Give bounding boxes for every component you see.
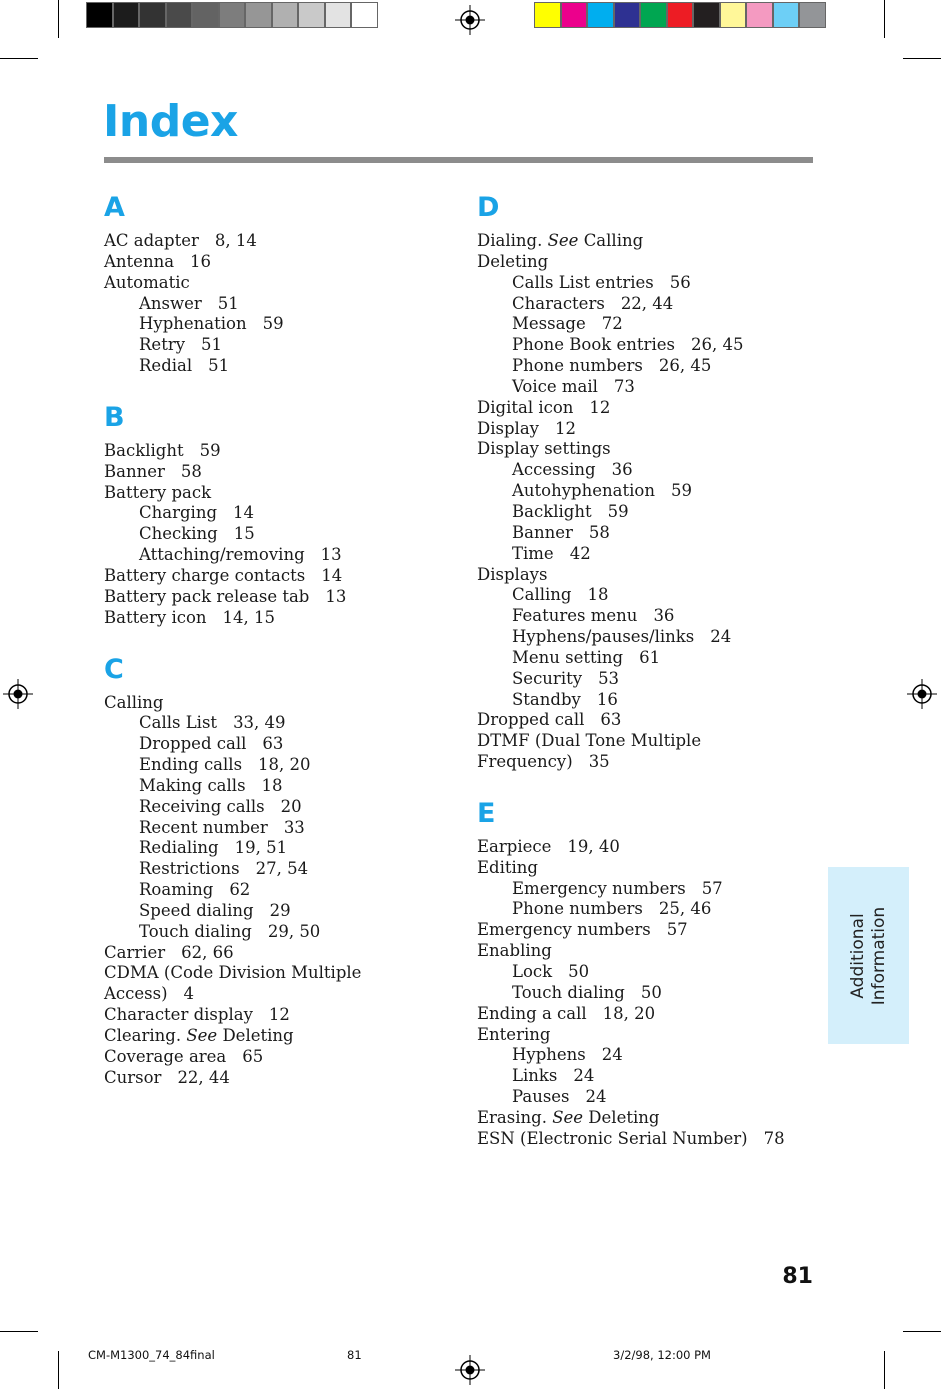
index-term: Emergency numbers (477, 920, 651, 940)
index-page-refs: 4 (183, 984, 195, 1004)
index-term: Menu setting (512, 647, 624, 667)
calibration-swatch (245, 2, 272, 28)
calibration-swatch (272, 2, 299, 28)
index-page-refs: 24 (573, 1066, 595, 1086)
calibration-swatch (113, 2, 140, 28)
index-term: Roaming (139, 880, 214, 900)
index-subentry (104, 294, 464, 315)
index-entry (477, 1129, 837, 1150)
index-page-refs: 62, 66 (181, 942, 234, 962)
index-column-right (477, 190, 837, 1173)
index-term: Frequency) (477, 752, 573, 772)
index-term: Touch dialing (512, 982, 625, 1002)
index-term: Phone numbers (512, 356, 643, 376)
index-page-refs: 14 (233, 503, 255, 523)
index-term: Attaching/removing (139, 545, 305, 565)
index-term: Emergency numbers (512, 878, 686, 898)
index-entry (104, 566, 464, 587)
index-term: Entering (477, 1024, 551, 1044)
index-term: Standby (512, 689, 581, 709)
index-page-refs: 50 (640, 982, 662, 1002)
index-term: Battery icon (104, 607, 207, 627)
index-subentry (104, 524, 464, 545)
index-entry (104, 273, 464, 294)
index-entry (477, 1025, 837, 1046)
index-page-refs: 18 (587, 585, 609, 605)
index-subentry (477, 523, 837, 544)
index-entry (477, 1004, 837, 1025)
index-subentry (477, 606, 837, 627)
index-entry (104, 462, 464, 483)
index-page-refs: 12 (554, 418, 576, 438)
index-entry (104, 1026, 464, 1047)
index-entry (477, 398, 837, 419)
index-term: Character display (104, 1005, 253, 1025)
calibration-swatch (561, 2, 588, 28)
index-subentry (104, 734, 464, 755)
index-subentry (477, 294, 837, 315)
index-term: ESN (Electronic Serial Number) (477, 1128, 748, 1148)
index-page-refs: 61 (639, 647, 661, 667)
index-term: Security (512, 668, 583, 688)
registration-mark-icon (455, 5, 485, 35)
calibration-swatch (799, 2, 826, 28)
see-reference-target: Deleting (588, 1107, 660, 1127)
index-page-refs: 36 (611, 460, 633, 480)
index-subentry (104, 797, 464, 818)
index-page-refs: 18, 20 (258, 755, 311, 775)
calibration-swatch (325, 2, 352, 28)
index-entry (477, 252, 837, 273)
index-term: Making calls (139, 775, 246, 795)
index-term: Autohyphenation (512, 481, 655, 501)
index-subentry (477, 356, 837, 377)
index-subentry (104, 356, 464, 377)
index-entry (104, 693, 464, 714)
index-subentry (477, 585, 837, 606)
index-term: Backlight (104, 440, 184, 460)
index-page-refs: 58 (588, 522, 610, 542)
index-entry (477, 439, 837, 460)
index-entry (477, 920, 837, 941)
slug-page: 81 (347, 1348, 362, 1362)
index-subentry (104, 922, 464, 943)
index-entry (477, 837, 837, 858)
index-term: Accessing (512, 460, 596, 480)
index-section (477, 796, 837, 1150)
index-term: Ending calls (139, 755, 243, 775)
index-page-refs: 18, 20 (602, 1003, 656, 1023)
index-term: Banner (104, 461, 165, 481)
see-reference-target: Calling (583, 231, 644, 250)
calibration-swatch (166, 2, 193, 28)
index-entry (477, 941, 837, 962)
index-section-letter: D (477, 192, 500, 223)
index-entry (104, 1068, 464, 1089)
index-subentry (104, 901, 464, 922)
index-entry (477, 731, 837, 752)
index-entry (104, 1005, 464, 1026)
calibration-swatch (86, 2, 113, 28)
index-term: Earpiece (477, 836, 552, 856)
calibration-swatch (746, 2, 773, 28)
index-subentry (104, 755, 464, 776)
crop-mark (58, 0, 59, 38)
index-page-refs: 14, 15 (222, 607, 276, 627)
crop-mark (884, 1351, 885, 1389)
index-entry (104, 587, 464, 608)
index-term: DTMF (Dual Tone Multiple (477, 731, 702, 751)
registration-mark-icon (3, 679, 33, 709)
calibration-swatch (139, 2, 166, 28)
crop-mark (903, 1331, 941, 1332)
index-page-refs: 8, 14 (214, 231, 257, 250)
index-subentry (477, 1087, 837, 1108)
index-entry (477, 419, 837, 440)
color-calibration-bar (534, 2, 826, 28)
index-page-refs: 78 (763, 1128, 785, 1148)
calibration-swatch (534, 2, 561, 28)
index-subentry (477, 627, 837, 648)
index-entry (477, 231, 837, 252)
index-page-refs: 73 (613, 376, 635, 396)
calibration-swatch (298, 2, 325, 28)
index-entry (104, 943, 464, 964)
index-term: Coverage area (104, 1046, 227, 1066)
index-page-refs: 24 (601, 1045, 623, 1065)
index-page-refs: 24 (585, 1087, 607, 1107)
index-entry (104, 608, 464, 629)
title-rule (104, 157, 813, 163)
crop-mark (0, 58, 38, 59)
index-term: Displays (477, 564, 548, 584)
index-entry (477, 752, 837, 773)
calibration-swatch (351, 2, 378, 28)
calibration-swatch (587, 2, 614, 28)
index-page-refs: 12 (268, 1005, 290, 1025)
index-page-refs: 59 (262, 314, 284, 334)
index-section-letter: B (104, 401, 125, 433)
index-page-refs: 35 (588, 752, 610, 772)
calibration-swatch (219, 2, 246, 28)
index-term: Retry (139, 335, 186, 355)
index-page-refs: 57 (666, 920, 688, 940)
index-term: Calling (104, 692, 164, 712)
index-term: Display (477, 418, 539, 438)
index-term: Redialing (139, 838, 219, 858)
index-page-refs: 58 (180, 461, 202, 481)
index-term: Features menu (512, 606, 638, 626)
index-page-refs: 13 (320, 545, 342, 565)
index-page-refs: 25, 46 (658, 899, 712, 919)
calibration-swatch (640, 2, 667, 28)
index-term: Erasing. (477, 1107, 547, 1127)
index-page-refs: 56 (669, 272, 691, 292)
index-subentry (477, 690, 837, 711)
index-page-refs: 33 (283, 817, 305, 837)
index-entry (104, 483, 464, 504)
index-subentry (104, 335, 464, 356)
index-page-refs: 20 (280, 796, 302, 816)
index-term: Dialing. (477, 231, 543, 250)
index-page-refs: 72 (601, 314, 623, 334)
index-subentry (477, 273, 837, 294)
index-page-refs: 24 (710, 627, 732, 647)
index-entry (104, 252, 464, 273)
calibration-swatch (192, 2, 219, 28)
see-reference-label: See (186, 1026, 218, 1045)
index-page-refs: 42 (569, 543, 591, 563)
index-term: Clearing. (104, 1026, 182, 1045)
index-subentry (477, 481, 837, 502)
index-term: Dropped call (477, 710, 585, 730)
index-entry (104, 231, 464, 252)
index-term: Cursor (104, 1067, 162, 1087)
index-term: AC adapter (104, 231, 199, 250)
registration-mark-icon (907, 679, 937, 709)
index-page-refs: 26, 45 (658, 356, 712, 376)
index-page-refs: 59 (199, 440, 221, 460)
index-subentry (477, 1045, 837, 1066)
index-page-refs: 16 (596, 689, 618, 709)
index-page-refs: 12 (589, 397, 611, 417)
index-term: Answer (139, 293, 202, 313)
index-term: Pauses (512, 1087, 570, 1107)
index-entry (104, 984, 464, 1005)
index-page-refs: 26, 45 (690, 335, 744, 355)
index-column-left (104, 190, 464, 1112)
index-section (104, 190, 464, 377)
index-page-refs: 59 (607, 501, 629, 521)
section-tab-label (848, 906, 890, 1004)
section-tab-line: Additional (847, 912, 868, 999)
index-subentry (477, 460, 837, 481)
index-term: Message (512, 314, 586, 334)
index-term: Voice mail (512, 376, 598, 396)
index-term: Receiving calls (139, 796, 265, 816)
index-term: Calling (512, 585, 572, 605)
index-term: Checking (139, 524, 218, 544)
index-term: CDMA (Code Division Multiple (104, 963, 362, 983)
index-subentry (104, 838, 464, 859)
index-term: Hyphenation (139, 314, 247, 334)
index-term: Digital icon (477, 397, 574, 417)
index-term: Calls List entries (512, 272, 654, 292)
index-term: Hyphens/pauses/links (512, 627, 695, 647)
calibration-swatch (773, 2, 800, 28)
crop-mark (58, 1351, 59, 1389)
index-page-refs: 63 (600, 710, 622, 730)
index-subentry (477, 962, 837, 983)
index-section (477, 190, 837, 773)
index-subentry (104, 713, 464, 734)
index-subentry (104, 818, 464, 839)
index-term: Battery pack (104, 482, 212, 502)
index-subentry (477, 377, 837, 398)
index-term: Phone numbers (512, 899, 643, 919)
index-page-refs: 16 (190, 251, 212, 271)
page-number: 81 (782, 1264, 813, 1289)
calibration-swatch (720, 2, 747, 28)
index-term: Banner (512, 522, 573, 542)
index-term: Phone Book entries (512, 335, 675, 355)
index-page-refs: 53 (598, 668, 620, 688)
index-page-refs: 22, 44 (177, 1067, 230, 1087)
index-entry (477, 1108, 837, 1129)
index-subentry (477, 669, 837, 690)
section-tab-line: Information (868, 906, 889, 1005)
index-page-refs: 14 (321, 565, 343, 585)
calibration-swatch (693, 2, 720, 28)
index-term: Speed dialing (139, 900, 254, 920)
index-term: Ending a call (477, 1003, 587, 1023)
crop-mark (884, 0, 885, 38)
index-page-refs: 33, 49 (233, 713, 286, 733)
index-subentry (104, 314, 464, 335)
registration-mark-icon (455, 1355, 485, 1385)
index-term: Display settings (477, 439, 611, 459)
crop-mark (0, 1331, 38, 1332)
see-reference-label: See (552, 1107, 584, 1127)
index-term: Links (512, 1066, 558, 1086)
index-term: Dropped call (139, 734, 247, 754)
page-title: Index (103, 96, 238, 147)
slug-filename: CM-M1300_74_84final (88, 1348, 215, 1362)
index-entry (104, 1047, 464, 1068)
index-term: Recent number (139, 817, 268, 837)
index-subentry (477, 648, 837, 669)
index-term: Battery pack release tab (104, 586, 310, 606)
see-reference-target: Deleting (222, 1026, 294, 1045)
index-subentry (477, 502, 837, 523)
index-subentry (104, 545, 464, 566)
index-term: Restrictions (139, 859, 240, 879)
index-term: Deleting (477, 251, 549, 271)
index-page-refs: 50 (568, 962, 590, 981)
see-reference-label: See (547, 231, 579, 250)
index-page-refs: 63 (262, 734, 284, 754)
index-term: Lock (512, 962, 553, 981)
index-term: Characters (512, 293, 605, 313)
index-section (104, 400, 464, 629)
index-subentry (104, 503, 464, 524)
crop-mark (903, 58, 941, 59)
calibration-swatch (614, 2, 641, 28)
index-page-refs: 57 (701, 878, 723, 898)
calibration-swatch (667, 2, 694, 28)
index-term: Access) (104, 984, 168, 1004)
index-page-refs: 18 (261, 775, 283, 795)
index-term: Touch dialing (139, 921, 252, 941)
index-page-refs: 29, 50 (267, 921, 321, 941)
index-term: Antenna (104, 251, 175, 271)
index-term: Backlight (512, 501, 592, 521)
index-term: Battery charge contacts (104, 565, 306, 585)
index-term: Enabling (477, 941, 552, 961)
index-subentry (477, 544, 837, 565)
index-entry (477, 858, 837, 879)
index-term: Redial (139, 356, 193, 376)
index-term: Time (512, 543, 554, 563)
index-term: Editing (477, 857, 538, 877)
index-page-refs: 51 (201, 335, 223, 355)
index-subentry (477, 1066, 837, 1087)
index-page-refs: 27, 54 (255, 859, 309, 879)
index-subentry (477, 899, 837, 920)
index-section-letter: E (477, 797, 496, 829)
section-tab (828, 867, 909, 1044)
index-entry (104, 441, 464, 462)
index-entry (104, 963, 464, 984)
grayscale-calibration-bar (86, 2, 378, 28)
index-page-refs: 65 (242, 1046, 264, 1066)
index-subentry (104, 776, 464, 797)
index-page-refs: 59 (670, 481, 692, 501)
index-entry (477, 710, 837, 731)
index-term: Charging (139, 503, 218, 523)
index-section-letter: C (104, 653, 124, 685)
index-section (104, 652, 464, 1089)
index-subentry (477, 335, 837, 356)
index-page-refs: 13 (325, 586, 347, 606)
index-page-refs: 62 (229, 880, 251, 900)
index-term: Automatic (104, 272, 190, 292)
index-page-refs: 15 (233, 524, 255, 544)
index-subentry (104, 880, 464, 901)
index-page-refs: 19, 40 (567, 836, 620, 856)
index-page-refs: 19, 51 (234, 838, 288, 858)
index-term: Calls List (139, 713, 218, 733)
index-term: Carrier (104, 942, 166, 962)
index-page-refs: 29 (269, 900, 291, 920)
index-subentry (477, 314, 837, 335)
index-page-refs: 51 (217, 293, 239, 313)
index-section-letter: A (104, 192, 125, 223)
index-term: Hyphens (512, 1045, 586, 1065)
index-subentry (477, 983, 837, 1004)
index-page-refs: 36 (653, 606, 675, 626)
index-subentry (104, 859, 464, 880)
index-page-refs: 51 (208, 356, 230, 376)
slug-datetime: 3/2/98, 12:00 PM (613, 1348, 711, 1362)
index-subentry (477, 879, 837, 900)
index-page-refs: 22, 44 (620, 293, 674, 313)
index-entry (477, 565, 837, 586)
